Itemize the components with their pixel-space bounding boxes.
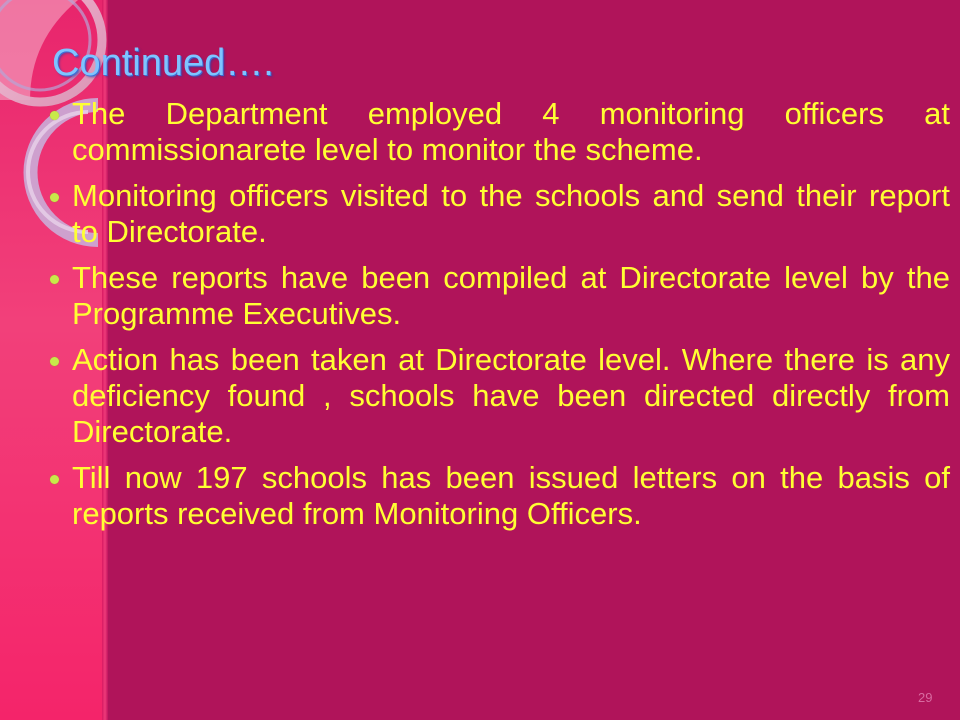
bullet-text: Till now 197 schools has been issued letters on the basis of reports received from Monitoring Officers. [72, 460, 950, 531]
slide-title: Continued…. [52, 42, 274, 84]
bullet-dot-icon [50, 357, 59, 366]
bullet-dot-icon [50, 475, 59, 484]
bullet-dot-icon [50, 111, 59, 120]
bullet-item [50, 260, 950, 332]
bullet-dot-icon [50, 275, 59, 284]
bullet-text: Monitoring officers visited to the schools and send their report to Directorate. [72, 178, 950, 249]
bullet-list [50, 96, 950, 542]
page-number: 29 [918, 690, 933, 705]
bullet-text: These reports have been compiled at Directorate level by the Programme Executives. [72, 260, 950, 331]
bullet-item [50, 178, 950, 250]
bullet-text: Action has been taken at Directorate level. Where there is any deficiency found , schools have been directed directly from Directorate. [72, 342, 950, 449]
bullet-item [50, 342, 950, 450]
bullet-item [50, 460, 950, 532]
bullet-item [50, 96, 950, 168]
bullet-dot-icon [50, 193, 59, 202]
bullet-text: The Department employed 4 monitoring officers at commissionarete level to monitor the scheme. [72, 96, 950, 167]
